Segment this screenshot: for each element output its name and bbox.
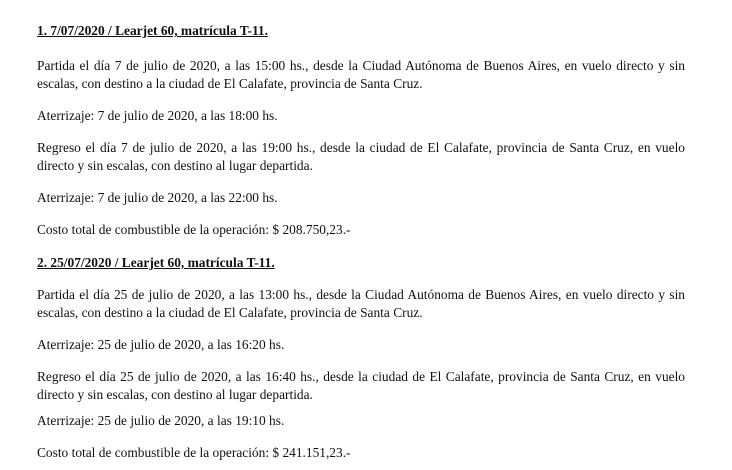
return-landing-line: Aterrizaje: 7 de julio de 2020, a las 22:00 hs. bbox=[37, 190, 278, 205]
landing-line: Aterrizaje: 25 de julio de 2020, a las 16:20 hs. bbox=[37, 337, 285, 352]
fuel-cost-line: Costo total de combustible de la operación: $ 208.750,23.- bbox=[37, 222, 351, 237]
return-landing-line: Aterrizaje: 25 de julio de 2020, a las 19:10 hs. bbox=[37, 413, 285, 428]
entry-heading: 2. 25/07/2020 / Learjet 60, matrícula T-11. bbox=[37, 255, 275, 270]
return-paragraph: Regreso el día 7 de julio de 2020, a las 19:00 hs., desde la ciudad de El Calafate, provincia de Santa Cruz, en vuelo directo y sin escalas, con destino al lugar departida. bbox=[37, 140, 685, 173]
departure-paragraph: Partida el día 25 de julio de 2020, a las 13:00 hs., desde la Ciudad Autónoma de Buenos Aires, en vuelo directo y sin escalas, con destino a la ciudad de El Calafate, provincia de Santa Cruz. bbox=[37, 287, 685, 320]
landing-line: Aterrizaje: 7 de julio de 2020, a las 18:00 hs. bbox=[37, 108, 278, 123]
return-paragraph: Regreso el día 25 de julio de 2020, a las 16:40 hs., desde la ciudad de El Calafate, provincia de Santa Cruz, en vuelo directo y sin escalas, con destino al lugar departida. bbox=[37, 369, 685, 402]
entry-heading: 1. 7/07/2020 / Learjet 60, matrícula T-11. bbox=[37, 23, 268, 38]
departure-paragraph: Partida el día 7 de julio de 2020, a las 15:00 hs., desde la Ciudad Autónoma de Buenos Aires, en vuelo directo y sin escalas, con destino a la ciudad de El Calafate, provincia de Santa Cruz. bbox=[37, 58, 685, 91]
fuel-cost-line: Costo total de combustible de la operación: $ 241.151,23.- bbox=[37, 445, 351, 460]
